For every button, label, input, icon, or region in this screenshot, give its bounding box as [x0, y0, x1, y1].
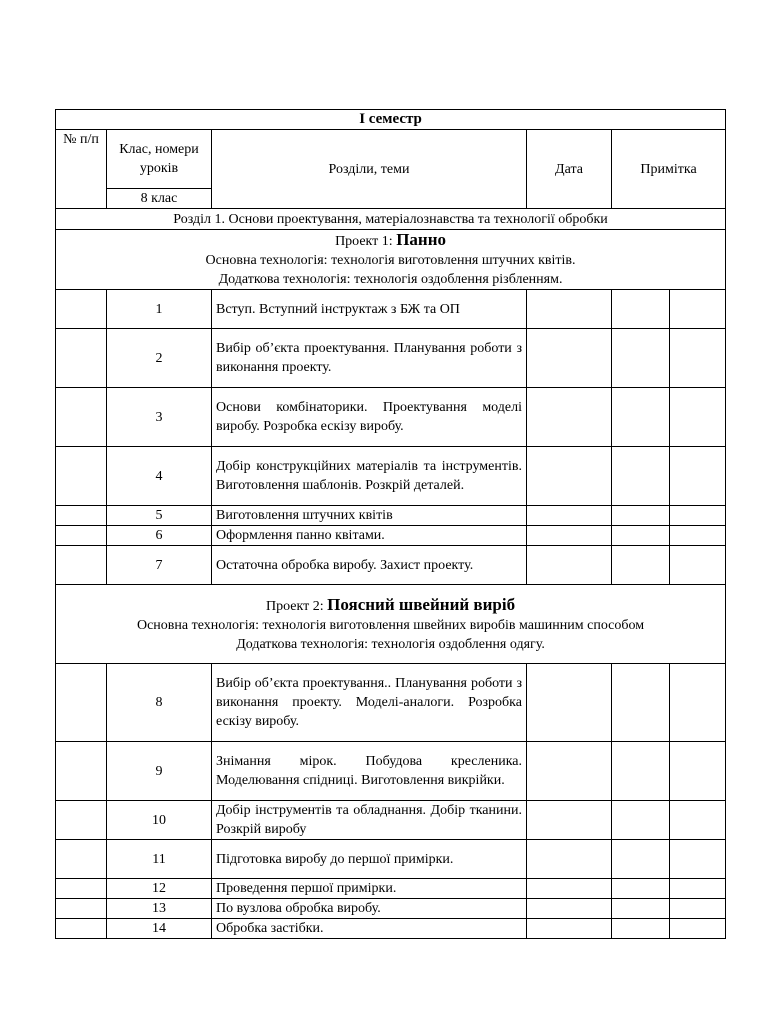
note-cell: [670, 840, 726, 879]
header-topics: Розділи, теми: [212, 130, 527, 209]
lesson-number: 1: [107, 290, 212, 329]
date-cell: [527, 526, 612, 546]
project-1-title: Панно: [396, 230, 447, 249]
note-cell: [612, 899, 670, 919]
note-cell: [612, 919, 670, 939]
lesson-number: 6: [107, 526, 212, 546]
project-1-main-tech: Основна технологія: технологія виготовлення штучних квітів.: [205, 253, 576, 268]
date-cell: [527, 388, 612, 447]
table-row: [56, 879, 726, 899]
date-cell: [527, 290, 612, 329]
table-row: [56, 919, 726, 939]
lesson-number: 10: [107, 801, 212, 840]
note-cell: [670, 801, 726, 840]
lesson-number: 14: [107, 919, 212, 939]
note-cell: [670, 919, 726, 939]
note-cell: [612, 546, 670, 585]
note-cell: [670, 447, 726, 506]
note-cell: [612, 388, 670, 447]
note-cell: [612, 840, 670, 879]
project-1-header: [56, 230, 726, 290]
lesson-topic: Виготовлення штучних квітів: [212, 506, 527, 526]
date-cell: [527, 329, 612, 388]
lesson-topic: По вузлова обробка виробу.: [212, 899, 527, 919]
lesson-topic: Підготовка виробу до першої примірки.: [212, 840, 527, 879]
table-row: [56, 290, 726, 329]
lesson-topic: Вступ. Вступний інструктаж з БЖ та ОП: [212, 290, 527, 329]
note-cell: [612, 526, 670, 546]
lesson-number: 4: [107, 447, 212, 506]
note-cell: [670, 879, 726, 899]
lesson-topic: Добір інструментів та обладнання. Добір тканини. Розкрій виробу: [212, 801, 527, 840]
header-note: Примітка: [612, 130, 726, 209]
header-date: Дата: [527, 130, 612, 209]
lesson-topic: Добір конструкційних матеріалів та інструментів. Виготовлення шаблонів. Розкрій деталей.: [212, 447, 527, 506]
date-cell: [527, 840, 612, 879]
project-2-main-tech: Основна технологія: технологія виготовлення швейних виробів машинним способом: [136, 617, 645, 633]
note-cell: [612, 290, 670, 329]
date-cell: [527, 919, 612, 939]
note-cell: [612, 329, 670, 388]
table-row: [56, 546, 726, 585]
project-2-title: Поясний швейний виріб: [327, 594, 516, 614]
note-cell: [612, 879, 670, 899]
lesson-number: 11: [107, 840, 212, 879]
table-row: [56, 329, 726, 388]
lesson-number: 5: [107, 506, 212, 526]
note-cell: [670, 388, 726, 447]
table-row: [56, 899, 726, 919]
note-cell: [670, 664, 726, 742]
curriculum-table: [55, 109, 726, 939]
project-2-prefix: Проект 2:: [266, 598, 328, 614]
lesson-number: 7: [107, 546, 212, 585]
lesson-topic: Оформлення панно квітами.: [212, 526, 527, 546]
header-class-lessons: Клас, номери уроків: [107, 130, 212, 189]
lesson-topic: Обробка застібки.: [212, 919, 527, 939]
table-row: [56, 664, 726, 742]
table-row: [56, 801, 726, 840]
lesson-number: 12: [107, 879, 212, 899]
date-cell: [527, 546, 612, 585]
lesson-topic: Вибір об’єкта проектування. Планування роботи з виконання проекту.: [212, 329, 527, 388]
note-cell: [612, 506, 670, 526]
table-row: [56, 388, 726, 447]
date-cell: [527, 899, 612, 919]
semester-heading: I семестр: [56, 110, 726, 130]
lesson-topic: Проведення першої примірки.: [212, 879, 527, 899]
note-cell: [670, 526, 726, 546]
note-cell: [670, 506, 726, 526]
note-cell: [670, 899, 726, 919]
lesson-topic: Основи комбінаторики. Проектування моделі виробу. Розробка ескізу виробу.: [212, 388, 527, 447]
lesson-number: 2: [107, 329, 212, 388]
table-row: [56, 840, 726, 879]
table-row: [56, 506, 726, 526]
section-heading: Розділ 1. Основи проектування, матеріалознавства та технології обробки: [56, 209, 726, 230]
project-1-prefix: Проект 1:: [335, 234, 397, 249]
lesson-topic: Знімання мірок. Побудова кресленика. Моделювання спідниці. Виготовлення викрійки.: [212, 742, 527, 801]
note-cell: [670, 329, 726, 388]
table-row: [56, 447, 726, 506]
date-cell: [527, 879, 612, 899]
lesson-number: 13: [107, 899, 212, 919]
lesson-topic: Остаточна обробка виробу. Захист проекту.: [212, 546, 527, 585]
note-cell: [612, 664, 670, 742]
date-cell: [527, 801, 612, 840]
table-row: [56, 526, 726, 546]
note-cell: [612, 801, 670, 840]
date-cell: [527, 506, 612, 526]
date-cell: [527, 447, 612, 506]
date-cell: [527, 742, 612, 801]
date-cell: [527, 664, 612, 742]
table-row: [56, 742, 726, 801]
note-cell: [670, 742, 726, 801]
lesson-number: 8: [107, 664, 212, 742]
note-cell: [670, 546, 726, 585]
note-cell: [670, 290, 726, 329]
lesson-number: 9: [107, 742, 212, 801]
project-2-extra-tech: Додаткова технологія: технологія оздоблення одягу.: [236, 636, 545, 652]
header-number: № п/п: [56, 130, 107, 209]
project-2-header: [56, 585, 726, 664]
header-grade: 8 клас: [107, 189, 212, 209]
lesson-topic: Вибір об’єкта проектування.. Планування роботи з виконання проекту. Моделі-аналоги. Розробка ескізу виробу.: [212, 664, 527, 742]
note-cell: [612, 742, 670, 801]
lesson-number: 3: [107, 388, 212, 447]
project-1-extra-tech: Додаткова технологія: технологія оздоблення різбленням.: [218, 272, 563, 287]
note-cell: [612, 447, 670, 506]
